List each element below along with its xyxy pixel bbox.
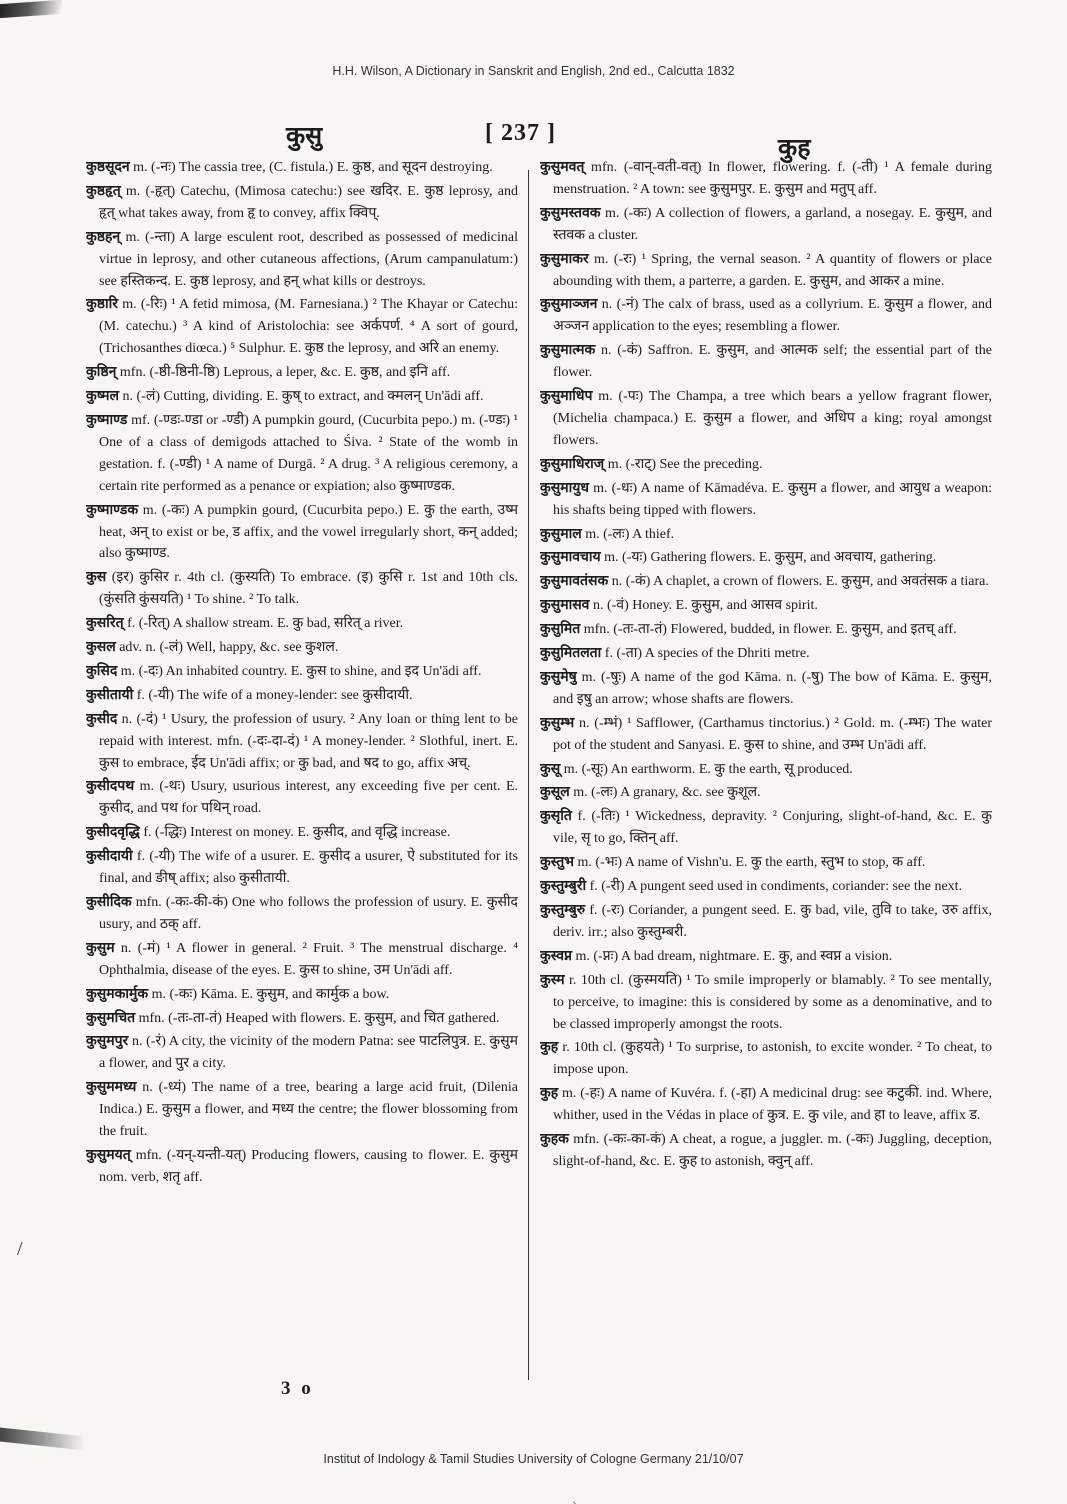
entry-headword: कुसुमासव: [540, 598, 590, 614]
entry-definition: n. (-रं) A city, the vicinity of the modern Patna: see पाटलिपुत्र. E. कुसुम a flower, and पुर a city.: [99, 1034, 518, 1072]
entry-definition: n. (-कं) Saffron. E. कुसुम, and आत्मक self; the essential part of the flower.: [553, 343, 992, 381]
dictionary-entry: [86, 567, 518, 611]
entry-headword: कुसुमकार्मुक: [86, 986, 149, 1002]
entry-headword: कुसुमस्तवक: [540, 205, 601, 221]
dictionary-entry: [540, 386, 992, 452]
entry-headword: कुसुमाधिप: [540, 389, 593, 405]
dictionary-entry: [540, 454, 992, 476]
entry-headword: कुष्ठारि: [86, 297, 118, 313]
entry-definition: m. (-षुः) A name of the god Kāma. n. (-षु) The bow of Kāma. E. कुसुम, and इषु an arrow; whose shafts are flowers.: [553, 669, 992, 707]
entry-headword: कुसरित्: [86, 616, 124, 632]
entry-headword: कुसीदवृद्धि: [86, 825, 140, 841]
dictionary-entry: [540, 876, 992, 898]
entry-headword: कुसुम: [86, 940, 115, 956]
entry-headword: कुष्माण्ड: [86, 412, 128, 428]
dictionary-entry: [540, 524, 992, 546]
dictionary-entry: [540, 806, 992, 850]
entry-headword: कुसुमाल: [540, 526, 582, 542]
entry-definition: f. (-यी) The wife of a usurer. E. कुसीद a usurer, ऐ substituted for its final, and ङीष् affix; also कुसीतायी.: [99, 849, 518, 887]
column-divider: [528, 170, 529, 1380]
running-head-right: कुह: [778, 135, 811, 162]
dictionary-entry: [540, 1037, 992, 1081]
dictionary-entry: [540, 946, 992, 968]
scan-speck: ˎ: [572, 1490, 578, 1504]
entry-definition: mfn. (-तः-ता-तं) Flowered, budded, in flower. E. कुसुम, and इतच् aff.: [580, 622, 957, 638]
entry-headword: कुसुममध्य: [86, 1080, 137, 1096]
entry-headword: कुसुमावतंसक: [540, 574, 609, 590]
entry-definition: m. (-कः) A collection of flowers, a garland, a nosegay. E. कुसुम, and स्तवक a cluster.: [553, 205, 992, 243]
running-head-left: कुसु: [286, 123, 323, 150]
entry-headword: कुस्तुम्बुरी: [540, 879, 587, 895]
entry-headword: कुस्वप्न: [540, 948, 572, 964]
dictionary-entry: [540, 759, 992, 781]
dictionary-entry: [86, 709, 518, 775]
dictionary-entry: [540, 900, 992, 944]
dictionary-entry: [86, 1077, 518, 1143]
entry-definition: r. 10th cl. (कुस्मयति) ¹ To smile improperly or blamably. ² To see mentally, to perceive, to imagine: this is considered by some as a denominative, and to be classed improperly amongst the roots.: [553, 972, 992, 1032]
entry-headword: कुसुमाकर: [540, 251, 589, 267]
entry-definition: n. (-म्भं) ¹ Safflower, (Carthamus tinctorius.) ² Gold. m. (-म्भः) The water pot of the student and Sanyasi. E. कुस to shine, and उम्भ Un'ādi aff.: [553, 715, 992, 753]
dictionary-entry: [86, 1145, 518, 1189]
entry-definition: n. (-मं) ¹ A flower in general. ² Fruit. ³ The menstrual discharge. ⁴ Ophthalmia, disease of the eyes. E. कुस to shine, उम Un'ādi aff.: [99, 940, 518, 978]
dictionary-entry: [540, 478, 992, 522]
entry-definition: m. (-कः) A pumpkin gourd, (Cucurbita pepo.) E. कु the earth, उष्म heat, अन् to exist or be, ड affix, and the vowel irregularly short, कन् added; also कुष्माण्ड.: [99, 502, 518, 562]
dictionary-entry: [86, 892, 518, 936]
entry-headword: कुष्मल: [86, 389, 120, 405]
entry-definition: f. (-तिः) ¹ Wickedness, depravity. ² Conjuring, slight-of-hand, &c. E. कु vile, सृ to go, क्तिन् aff.: [553, 809, 992, 847]
entry-headword: कुष्माण्डक: [86, 502, 139, 518]
dictionary-entry: [540, 1129, 992, 1173]
entry-definition: m. (-लः) A thief.: [581, 526, 675, 542]
dictionary-entry: [540, 547, 992, 569]
entry-headword: कुसुमचित: [86, 1010, 136, 1026]
entry-definition: m. (-थः) Usury, usurious interest, any exceeding five per cent. E. कुसीद, and पथ for पथिन् road.: [99, 779, 518, 817]
footer-credit: Institut of Indology & Tamil Studies University of Cologne Germany 21/10/07: [323, 1452, 744, 1466]
entry-definition: f. (-रः) Coriander, a pungent seed. E. कु bad, vile, तुवि to take, उरु affix, deriv. irr.; also कुस्तुम्बरी.: [553, 903, 992, 940]
entry-headword: कुस्म: [540, 972, 565, 988]
entry-definition: mfn. (-वान्-वती-वत्) In flower, flowering. f. (-ती) ¹ A female during menstruation. ² A town: see कुसुमपुर. E. कुसुम and मतुप् aff.: [553, 160, 992, 197]
dictionary-entry: [86, 685, 518, 707]
dictionary-entry: [86, 386, 518, 408]
dictionary-entry: [540, 203, 992, 247]
entry-definition: n. (-ध्यं) The name of a tree, bearing a large acid fruit, (Dilenia Indica.) E. कुसुम a flower, and मध्य the centre; the flower blossoming from the fruit.: [99, 1080, 518, 1140]
dictionary-entry: [86, 410, 518, 498]
dictionary-entry: [86, 1031, 518, 1075]
page-signature: 3 o: [281, 1378, 314, 1399]
entry-definition: m. (-भः) A name of Vishn'u. E. कु the earth, स्तुभ to stop, क aff.: [574, 855, 926, 871]
entry-headword: कुसुमवत्: [540, 160, 585, 175]
entry-headword: कुसू: [540, 761, 561, 777]
entry-headword: कुसुमाञ्जन: [540, 297, 598, 313]
entry-headword: कुसीतायी: [86, 687, 134, 703]
entry-definition: n. (-नं) The calx of brass, used as a collyrium. E. कुसुम a flower, and अञ्जन application to the eyes; resembling a flower.: [553, 297, 992, 335]
dictionary-entry: [86, 362, 518, 384]
entry-definition: mfn. (-तः-ता-तं) Heaped with flowers. E. कुसुम, and चित gathered.: [135, 1010, 500, 1026]
entry-definition: n. (-लं) Cutting, dividing. E. कुष् to extract, and क्मलन् Un'ādi aff.: [119, 389, 484, 405]
dictionary-entry: [540, 643, 992, 665]
dictionary-entry: [540, 595, 992, 617]
entry-headword: कुसुमेषु: [540, 669, 577, 685]
entry-headword: कुसुमपुर: [86, 1034, 129, 1050]
entry-definition: m. (-हृत्) Catechu, (Mimosa catechu:) see खदिर. E. कुष्ठ leprosy, and हृत् what takes away, from हृ to convey, affix क्विप्.: [99, 183, 518, 221]
entry-definition: m. (-रिः) ¹ A fetid mimosa, (M. Farnesiana.) ² The Khayar or Catechu: (M. catechu.) ³ A kind of Aristolochia: see अर्कपर्ण. ⁴ A sort of gourd, (Trichosanthes diœca.) ⁵ Sulphur. E. कुष्ठ the leprosy, and अरि an enemy.: [99, 297, 518, 357]
dictionary-entry: [86, 661, 518, 683]
entry-definition: n. (-वं) Honey. E. कुसुम, and आसव spirit.: [589, 598, 818, 614]
dictionary-entry: [540, 619, 992, 641]
dictionary-entry: [540, 1083, 992, 1127]
entry-definition: mfn. (-ष्ठी-ष्ठिनी-ष्ठि) Leprous, a leper, &c. E. कुष्ठ, and इनि aff.: [116, 365, 451, 381]
dictionary-entry: [540, 571, 992, 593]
entry-definition: n. (-कं) A chaplet, a crown of flowers. E. कुसुम, and अवतंसक a tiara.: [608, 574, 989, 590]
dictionary-entry: [86, 938, 518, 982]
entry-headword: कुष्ठसूदन: [86, 160, 130, 175]
dictionary-entry: [540, 294, 992, 338]
dictionary-entry: [86, 500, 518, 566]
entry-definition: m. (-न्ता) A large esculent root, described as possessed of medicinal virtue in leprosy, and other cutaneous affections, (Arum campanulatum:) see हस्तिकन्द. E. कुष्ठ leprosy, and हन् what kills or destroys.: [99, 229, 518, 289]
entry-definition: m. (-प्नः) A bad dream, nightmare. E. कु, and स्वप्न a vision.: [571, 948, 893, 964]
entry-definition: f. (-ता) A species of the Dhriti metre.: [601, 646, 810, 662]
entry-definition: m. (-पः) The Champa, a tree which bears a yellow fragrant flower, (Michelia champaca.) E. कुसुम a flower, and अधिप a king; royal amongst flowers.: [553, 389, 992, 448]
entry-definition: m. (-यः) Gathering flowers. E. कुसुम, and अवचाय, gathering.: [600, 550, 937, 566]
entry-headword: कुसुमयत्: [86, 1147, 131, 1163]
entry-definition: mfn. (-कः-की-कं) One who follows the profession of usury. E. कुसीद usury, and ठक् aff.: [99, 895, 518, 932]
entry-headword: कुष्ठिन्: [86, 365, 117, 381]
dictionary-entry: [86, 984, 518, 1006]
entry-headword: कुसीद: [86, 711, 118, 727]
entry-headword: कुसुमितलता: [540, 646, 602, 662]
entry-definition: adv. n. (-लं) Well, happy, &c. see कुशल.: [115, 640, 339, 656]
dictionary-entry: [540, 782, 992, 804]
margin-mark: /: [17, 1238, 23, 1260]
entry-headword: कुह: [540, 1086, 559, 1102]
dictionary-entry: [540, 157, 992, 201]
dictionary-entry: [86, 776, 518, 820]
entry-definition: m. (-रः) ¹ Spring, the vernal season. ² A quantity of flowers or place abounding with them, a parterre, a garden. E. कुसुम, and आकर a mine.: [553, 251, 992, 289]
entry-definition: f. (-यी) The wife of a money-lender: see कुसीदायी.: [133, 687, 413, 703]
entry-definition: m. (-हः) A name of Kuvéra. f. (-हा) A medicinal drug: see कटुकी. ind. Where, whither, used in the Védas in place of कुत्र. E. कु vile, and हा to leave, affix ड.: [553, 1086, 992, 1124]
entry-headword: कुसिद: [86, 663, 118, 679]
entry-headword: कुसुमावचाय: [540, 550, 601, 566]
entry-definition: mfn. (-कः-का-कं) A cheat, a rogue, a juggler. m. (-कः) Juggling, deception, slight-of-hand, &c. E. कुह to astonish, क्वुन् aff.: [553, 1132, 992, 1169]
dictionary-entry: [86, 822, 518, 844]
entry-definition: r. 10th cl. (कुहयते) ¹ To surprise, to astonish, to excite wonder. ² To cheat, to impose upon.: [553, 1040, 992, 1078]
entry-definition: mfn. (-यन्-यन्ती-यत्) Producing flowers, causing to flower. E. कुसुम nom. verb, शतृ aff.: [99, 1147, 518, 1185]
dictionary-entry: [86, 846, 518, 890]
entry-headword: कुष्ठहृत्: [86, 183, 121, 199]
entry-definition: f. (-री) A pungent seed used in condiments, coriander: see the next.: [586, 879, 963, 895]
entry-headword: कुसृति: [540, 809, 572, 825]
entry-headword: कुसुमित: [540, 622, 581, 638]
entry-headword: कुस्तुम्बुरु: [540, 903, 586, 918]
entry-headword: कुहक: [540, 1132, 569, 1148]
dictionary-entry: [540, 713, 992, 757]
dictionary-entry: [86, 613, 518, 635]
entry-headword: कुसूल: [540, 785, 570, 801]
dictionary-entry: [540, 249, 992, 293]
entry-definition: m. (-राट्) See the preceding.: [604, 456, 763, 472]
entry-definition: f. (-रित्) A shallow stream. E. कु bad, सरित् a river.: [123, 616, 404, 632]
dictionary-entry: [86, 294, 518, 360]
dictionary-entry: [540, 852, 992, 874]
scan-artifact-bottom-left: [0, 1428, 85, 1451]
entry-headword: कुसुमायुध: [540, 480, 589, 496]
entry-headword: कुसुमात्मक: [540, 343, 596, 359]
entry-headword: कुसल: [86, 640, 116, 656]
page-number: [ 237 ]: [485, 120, 556, 146]
right-column: [540, 157, 992, 1387]
dictionary-entry: [540, 970, 992, 1036]
dictionary-entry: [86, 157, 518, 179]
left-column: [86, 157, 518, 1387]
dictionary-entry: [86, 637, 518, 659]
dictionary-entry: [540, 667, 992, 711]
entry-definition: n. (-दं) ¹ Usury, the profession of usury. ² Any loan or thing lent to be repaid with interest. mfn. (-दः-दा-दं) ¹ A money-lender. ² Slothful, inert. E. कुस to embrace, ईद Un'ādi affix; or कु bad, and षद to go, affix अच्.: [99, 711, 518, 771]
entry-headword: कुसीदिक: [86, 895, 132, 910]
entry-definition: (इर) कुसिर r. 4th cl. (कुस्यति) To embrace. (इ) कुसि r. 1st and 10th cls. (कुंसति कुंसयति) ¹ To shine. ² To talk.: [99, 570, 518, 608]
entry-headword: कुस्तुभ: [540, 855, 575, 871]
entry-headword: कुह: [540, 1040, 559, 1056]
entry-definition: m. (-नः) The cassia tree, (C. fistula.) E. कुष्ठ, and सूदन destroying.: [129, 160, 493, 175]
dictionary-entry: [86, 181, 518, 225]
entry-definition: f. (-द्धिः) Interest on money. E. कुसीद, and वृद्धि increase.: [139, 825, 451, 841]
entry-headword: कुसुम्भ: [540, 715, 575, 731]
entry-definition: m. (-लः) A granary, &c. see कुशूल.: [569, 785, 761, 801]
entry-headword: कुसीदायी: [86, 849, 133, 865]
entry-definition: m. (-दः) An inhabited country. E. कुस to shine, and इद Un'ādi aff.: [117, 663, 482, 679]
entry-headword: कुष्ठहन्: [86, 229, 121, 245]
entry-headword: कुसीदपथ: [86, 779, 135, 795]
entry-definition: m. (-धः) A name of Kāmadéva. E. कुसुम a flower, and आयुध a weapon: his shafts being tipped with flowers.: [553, 480, 992, 518]
entry-definition: m. (-कः) Kāma. E. कुसुम, and कार्मुक a bow.: [148, 986, 390, 1002]
entry-headword: कुस: [86, 570, 107, 586]
source-citation: H.H. Wilson, A Dictionary in Sanskrit and English, 2nd ed., Calcutta 1832: [332, 64, 735, 78]
dictionary-entry: [540, 340, 992, 384]
entry-headword: कुसुमाधिराज्: [540, 456, 605, 472]
entry-definition: m. (-सूः) An earthworm. E. कु the earth, सू produced.: [560, 761, 853, 777]
entry-definition: mf. (-ण्डः-ण्डा or -ण्डी) A pumpkin gourd, (Cucurbita pepo.) m. (-ण्डः) ¹ One of a class of demigods attached to Śiva. ² State of the womb in gestation. f. (-ण्डी) ¹ A name of Durgā. ² A drug. ³ A religious ceremony, a certain rite performed as a penance or expiation; also कुष्माण्डक.: [99, 412, 518, 494]
dictionary-entry: [86, 1008, 518, 1030]
dictionary-entry: [86, 227, 518, 293]
scan-artifact-top-left: [0, 0, 62, 18]
